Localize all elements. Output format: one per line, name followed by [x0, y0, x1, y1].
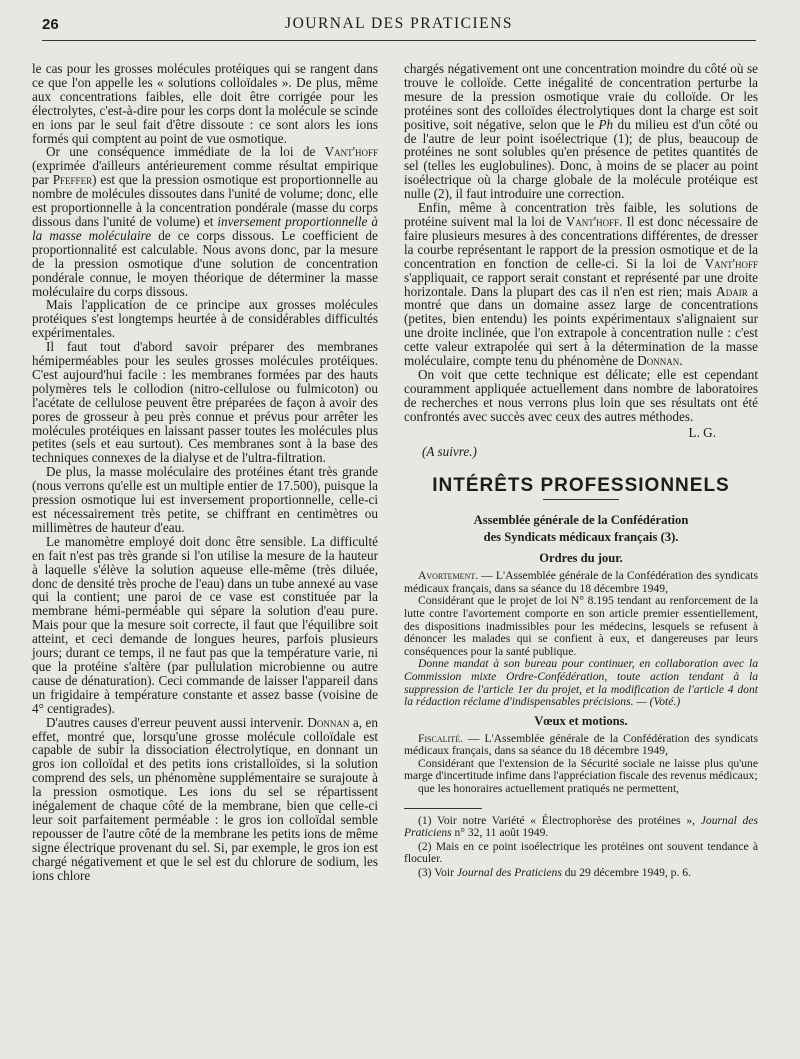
paragraph: Il faut tout d'abord savoir préparer des membranes hémiperméables pour les seules grosses molécules protéiques. C'est aujourd'hui facile : les membranes formées par des hauts polymères tels le collodion (nitro-cellulose ou fulmicoton) ou l'acétate de cellulose peuvent être préparées de façon à avoir des pores de grosseur à peu près connue et prévus pour arrêter les molécules protéiques en laissant passer toutes les molécules plus petites (sels et eau surtout). Ces membranes sont à la base des techniques connexes de la dialyse et de l'ultra-filtration. — [32, 339, 378, 466]
paragraph: le cas pour les grosses molécules protéiques qui se rangent dans ce que l'on appelle les « solutions colloïdales ». De plus, même aux concentrations faibles, elle doit être corrigée pour les électrolytes, c'est-à-dire pour les corps dont la molécule se scinde en ions par le seul fait d'être dissoute : ce sont alors les ions formés qui comptent au point de vue osmotique. — [32, 61, 378, 146]
paragraph: Enfin, même à concentration très faible, les solutions de protéine suivent mal la loi de Vant'hoff. Il est donc nécessaire de faire plusieurs mesures à des concentrations différentes, de dresser la courbe représentant le rapport de la pression osmotique et de la concentration en fonction de celle-ci. Si la loi de Vant'hoff s'appliquait, ce rapport serait constant et représenté par une droite horizontale. Dans la plupart des cas il n'en est rien; mais Adair a montré que dans un domaine assez large de concentrations (petites, bien entendu) les points expérimentaux s'alignaient sur une droite inclinée, que l'on extrapole à concentration nulle : c'est cette valeur extrapolée qui sert à la détermination de la masse moléculaire, compte tenu du phénomène de Donnan. — [404, 200, 759, 369]
footnotes — [404, 815, 758, 880]
paragraph: Fiscalité. — L'Assemblée générale de la Confédération des syndicats médicaux français, dans sa séance du 18 décembre 1949, — [404, 731, 758, 758]
author-name: Vant'hoff — [324, 144, 378, 160]
author-name: Donnan — [637, 353, 680, 369]
paragraph: Considérant que le projet de loi N° 8.195 tendant au renforcement de la lutte contre l'avortement comporte en son article premier essentiellement, des dispositions inadmissibles pour les médecins, lesquels se refusent à dénoncer les malades qui se confient à eux, et dangereuses par leurs conséquences pour la santé publique. — [404, 594, 758, 658]
author-name: Pfeffer — [52, 172, 93, 188]
paragraph: Considérant que l'extension de la Sécurité sociale ne laisse plus qu'une marge d'incertitude infime dans l'appréciation fiscale des revenus médicaux; — [404, 756, 758, 783]
to-be-continued: (A suivre.) — [422, 444, 477, 460]
author-name: Vant'hoff — [565, 213, 620, 229]
paragraph: De plus, la masse moléculaire des protéines étant très grande (nous verrons qu'elle est un multiple entier de 17.500), puisque la pression osmotique lui est inversement proportionnelle, celle-ci est nécessairement très petite, se chiffrant en centimètres ou millimètres de hauteur d'eau. — [32, 464, 378, 535]
agenda-text — [404, 570, 758, 709]
paragraph: Or une conséquence immédiate de la loi de Vant'hoff (exprimée d'ailleurs antérieurement comme résultat empirique par Pfeffer) est que la pression osmotique est proportionnelle au nombre de molécules dissoutes dans l'unité de volume; donc, elle est proportionnelle à la concentration pondérale (masse du corps dissous dans l'unité de volume) et inversement proportionnelle à la masse moléculaire de ce corps dissous. Le coefficient de proportionnalité est calculable. Nous avons donc, par la mesure de la pression osmotique d'une solution de concentration pondérale connue, le moyen théorique de déterminer la masse moléculaire du corps dissous. — [32, 144, 378, 299]
agenda-heading: Ordres du jour. — [539, 551, 623, 566]
section-title: INTÉRÊTS PROFESSIONNELS — [432, 475, 730, 497]
wishes-text — [404, 733, 758, 796]
footnote: (3) Voir Journal des Praticiens du 29 décembre 1949, p. 6. — [418, 865, 691, 879]
paragraph: Donne mandat à son bureau pour continuer, en collaboration avec la Commission mixte Ordre-Confédération, toute action tendant à la suppression de l'article 1er du projet, et la modification de l'article 4 dont la rédaction réclame d'indispensables précisions. — (Voté.) — [404, 657, 758, 709]
footnote-rule — [404, 808, 482, 809]
right-column — [404, 62, 758, 881]
footnote: (1) Voir notre Variété « Électrophorèse des protéines », Journal des Praticiens n° 32, 11 août 1949. — [404, 813, 758, 840]
paragraph: D'autres causes d'erreur peuvent aussi intervenir. Donnan a, en effet, montré que, lorsqu'une grosse molécule colloïdale est capable de subir la dissociation électrolytique, en donnant un gros ion colloïdal et des petits ions cristalloïdes, si la solution comprend des sels, un phénomène supplémentaire se surajoute à la pression osmotique. Les ions du sel se répartissent inégalement de chaque côté de la membrane, bien que celle-ci leur soit parfaitement perméable : le gros ion colloïdal semble repousser de l'autre côté de la membrane les petits ions de même signe électrique provenant du sel. Si, par exemple, le gros ion est chargé négativement et que le sel est du chlorure de sodium, les ions chlore — [32, 714, 378, 883]
paragraph: On voit que cette technique est délicate; elle est cependant couramment appliquée actuellement dans nombre de laboratoires de recherches et nous verrons plus loin que ses résultats ont été confrontés avec succès avec ceux des autres méthodes. — [404, 366, 758, 424]
paragraph: Le manomètre employé doit donc être sensible. La difficulté en fait n'est pas très grande si l'on utilise la mesure de la hauteur à laquelle s'élève la solution aqueuse elle-même (très diluée, donc de densité très proche de l'eau) dans un tube annexé au vase qui la contient; une paroi de ce vase est constituée par la membrane hémi-perméable qui sépare la solution d'eau pure. Mais pour que la mesure soit correcte, il faut que l'équilibre soit atteint, et ceci demande de longues heures, parfois plusieurs jours; durant ce temps, il ne faut pas que la température varie, ni que la protéine s'altère (par pullulation microbienne ou autre cause de dénaturation). Ceci commande de laisser l'appareil dans un frigidaire à température constante et assez basse (voisine de 4° centigrades). — [32, 533, 378, 716]
journal-title: JOURNAL DES PRATICIENS — [285, 15, 513, 32]
paragraph: que les honoraires actuellement pratiqués ne permettent, — [418, 782, 680, 795]
wishes-heading: Vœux et motions. — [534, 713, 628, 728]
page-header — [42, 14, 756, 41]
paragraph: Mais l'application de ce principe aux grosses molécules protéiques s'est longtemps heurtée à de considérables difficultés expérimentales. — [32, 297, 378, 341]
paragraph: chargés négativement ont une concentration moindre du côté où se trouve le colloïde. Cette inégalité de concentration perturbe la mesure de la pression osmotique vraie du colloïde. Or les protéines sont des colloïdes électrolytiques dont la charge est soit positive, soit négative, selon que le Ph du milieu est d'un côté ou de l'autre de leur point isoélectrique (1); de plus, beaucoup de protéines ne sont solubles qu'en présence de petites quantités de sel (telles les euglobulines). Donc, à moins de se placer au point isoélectrique où la charge globale de la molécule protéique est nulle (2), il faut introduire une correction. — [404, 61, 758, 202]
left-column — [32, 62, 378, 882]
signature: L. G. — [688, 424, 716, 440]
author-name: Donnan — [307, 714, 350, 730]
title-rule — [543, 499, 619, 500]
page-number: 26 — [42, 16, 59, 33]
paragraph: Avortement. — L'Assemblée générale de la Confédération des syndicats médicaux français, dans sa séance du 18 décembre 1949, — [404, 569, 758, 595]
author-name: Adair — [716, 283, 748, 299]
author-name: Vant'hoff — [704, 255, 758, 271]
footnote: (2) Mais en ce point isoélectrique les protéines ont souvent tendance à floculer. — [404, 839, 758, 866]
assembly-heading: Assemblée générale de la Confédération des Syndicats médicaux français (3). — [473, 513, 689, 545]
